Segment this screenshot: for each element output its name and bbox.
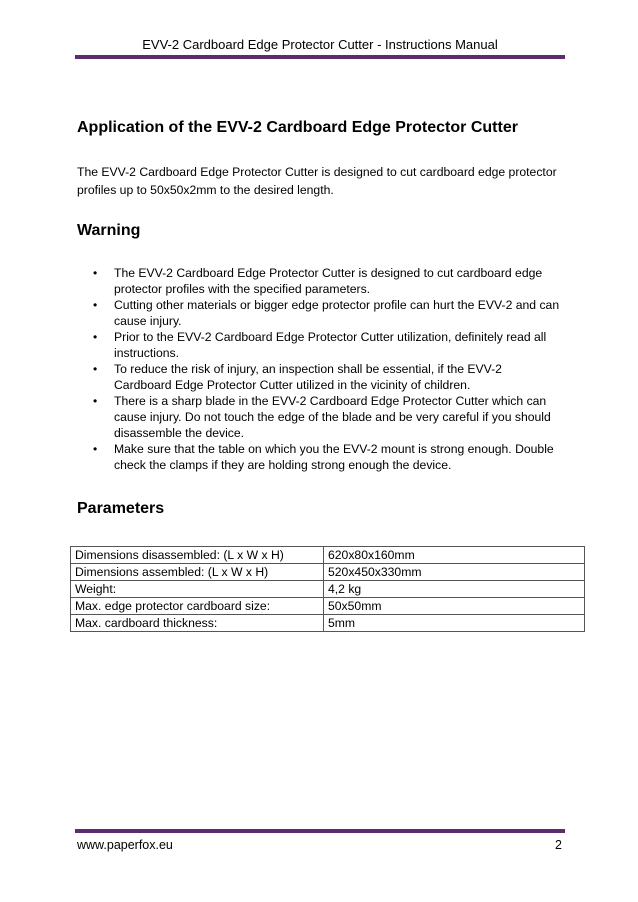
warning-item-text: There is a sharp blade in the EVV-2 Cardboard Edge Protector Cutter which can cause injury. Do not touch the edge of the blade and be very careful if you should disassemble the device. xyxy=(114,394,551,440)
param-label: Max. cardboard thickness: xyxy=(71,615,324,632)
application-heading: Application of the EVV-2 Cardboard Edge Protector Cutter xyxy=(77,119,518,136)
warning-item xyxy=(90,361,560,393)
bullet-icon: • xyxy=(93,298,98,312)
warning-item-text: To reduce the risk of injury, an inspection shall be essential, if the EVV-2 Cardboard Edge Protector Cutter utilized in the vicinity of children. xyxy=(114,362,502,392)
parameters-table xyxy=(70,546,585,632)
bullet-icon: • xyxy=(93,442,98,456)
bullet-icon: • xyxy=(93,394,98,408)
warning-item xyxy=(90,393,560,441)
param-value: 520x450x330mm xyxy=(324,564,585,581)
footer-divider xyxy=(75,829,565,833)
warning-item xyxy=(90,265,560,297)
param-label: Max. edge protector cardboard size: xyxy=(71,598,324,615)
bullet-icon: • xyxy=(93,362,98,376)
warning-heading: Warning xyxy=(77,222,141,239)
warning-item-text: Make sure that the table on which you the EVV-2 mount is strong enough. Double check the clamps if they are holding strong enough the device. xyxy=(114,442,554,472)
warning-list xyxy=(90,265,560,473)
param-value: 5mm xyxy=(324,615,585,632)
application-text: The EVV-2 Cardboard Edge Protector Cutter is designed to cut cardboard edge protector profiles up to 50x50x2mm to the desired length. xyxy=(77,165,557,197)
table-row xyxy=(71,598,585,615)
warning-item-text: The EVV-2 Cardboard Edge Protector Cutter is designed to cut cardboard edge protector profiles with the specified parameters. xyxy=(114,266,543,296)
param-value: 50x50mm xyxy=(324,598,585,615)
param-value: 4,2 kg xyxy=(324,581,585,598)
warning-item xyxy=(90,297,560,329)
footer-url: www.paperfox.eu xyxy=(77,838,173,852)
header-divider xyxy=(75,55,565,59)
page-header: EVV-2 Cardboard Edge Protector Cutter - Instructions Manual xyxy=(142,37,498,52)
param-label: Weight: xyxy=(71,581,324,598)
page-number: 2 xyxy=(555,838,562,852)
param-label: Dimensions assembled: (L x W x H) xyxy=(71,564,324,581)
bullet-icon: • xyxy=(93,330,98,344)
warning-item-text: Prior to the EVV-2 Cardboard Edge Protector Cutter utilization, definitely read all instructions. xyxy=(114,330,547,360)
bullet-icon: • xyxy=(93,266,98,280)
warning-item xyxy=(90,329,560,361)
parameters-heading: Parameters xyxy=(77,500,165,517)
table-row xyxy=(71,564,585,581)
warning-item xyxy=(90,441,560,473)
table-row xyxy=(71,615,585,632)
warning-item-text: Cutting other materials or bigger edge protector profile can hurt the EVV-2 and can cause injury. xyxy=(114,298,560,328)
table-row xyxy=(71,581,585,598)
table-row xyxy=(71,547,585,564)
param-value: 620x80x160mm xyxy=(324,547,585,564)
param-label: Dimensions disassembled: (L x W x H) xyxy=(71,547,324,564)
